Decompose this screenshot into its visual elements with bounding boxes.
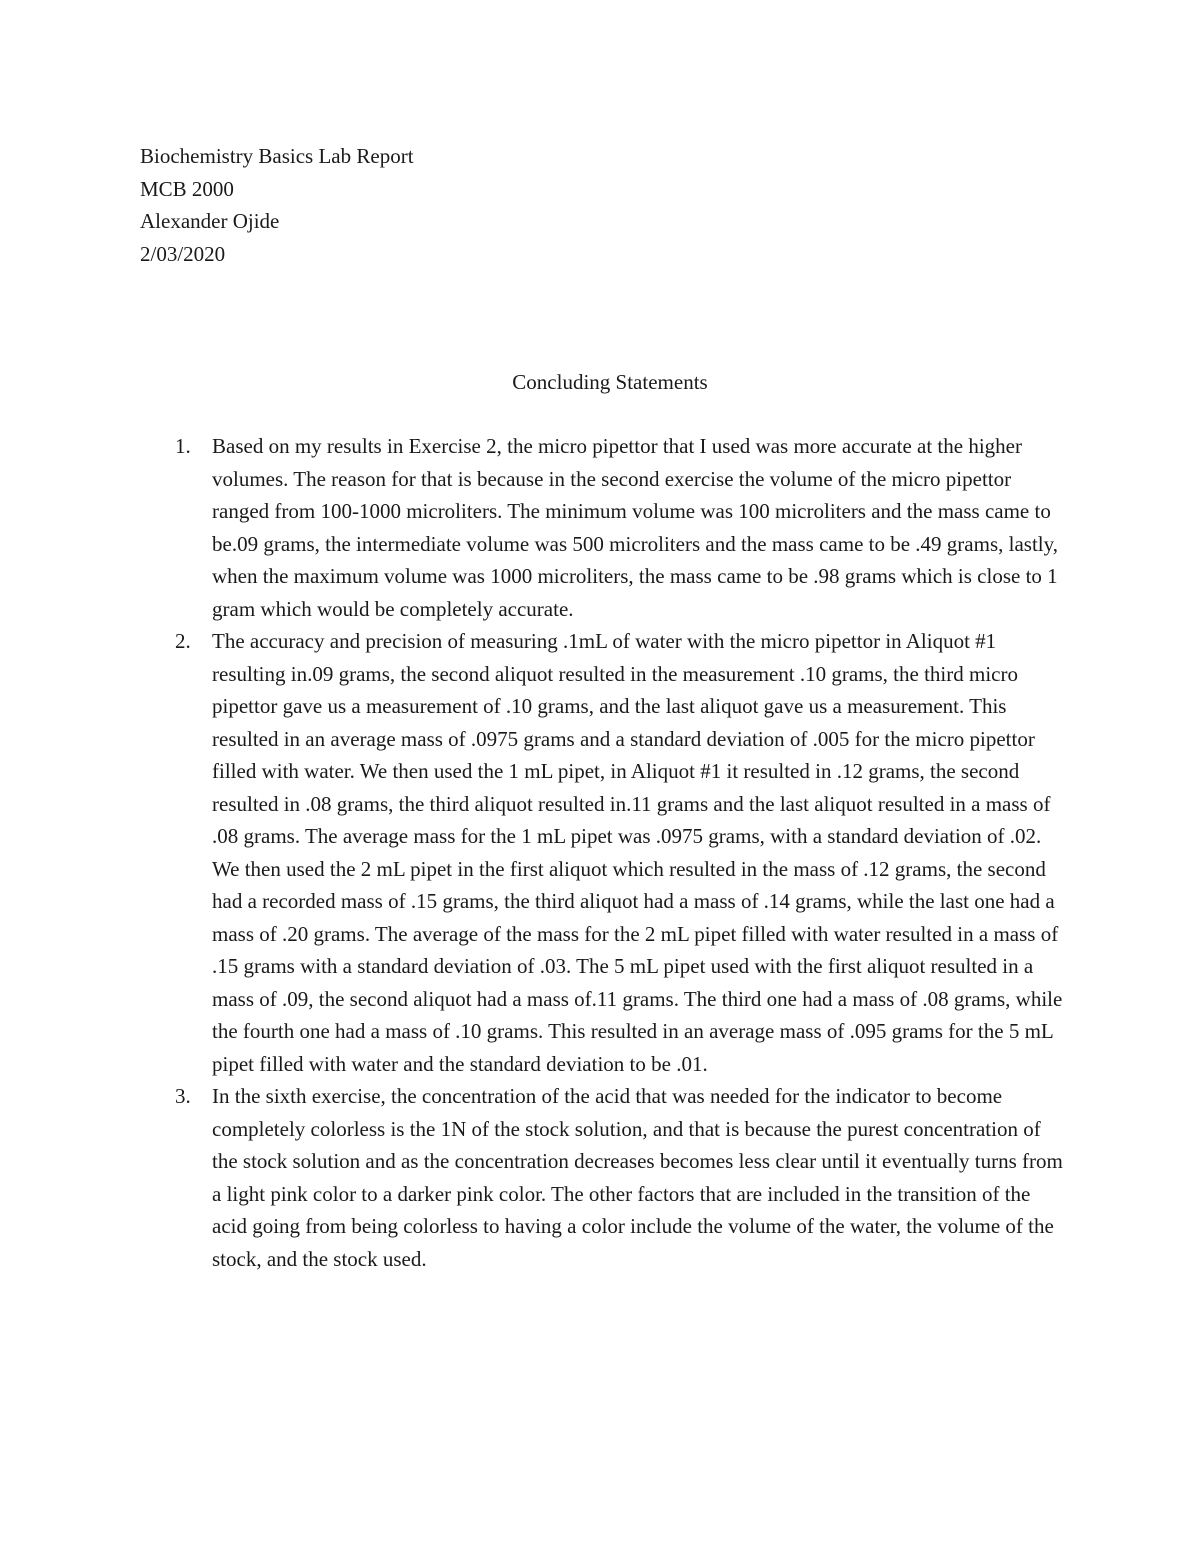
- course-code: MCB 2000: [140, 176, 234, 201]
- statement-text: The accuracy and precision of measuring .1mL of water with the micro pipettor in Aliquot #1 resulting in.09 grams, the second aliquot resulted in the measurement .10 grams, the third micro pipettor gave us a measurement of .10 grams, and the last aliquot gave us a measurement. This resulted in an average mass of .0975 grams and a standard deviation of .005 for the micro pipettor filled with water. We then used the 1 mL pipet, in Aliquot #1 it resulted in .12 grams, the second resulted in .08 grams, the third aliquot resulted in.11 grams and the last aliquot resulted in a mass of .08 grams. The average mass for the 1 mL pipet was .0975 grams, with a standard deviation of .02. We then used the 2 mL pipet in the first aliquot which resulted in the mass of .12 grams, the second had a recorded mass of .15 grams, the third aliquot had a mass of .14 grams, while the last one had a mass of .20 grams. The average of the mass for the 2 mL pipet filled with water resulted in a mass of .15 grams with a standard deviation of .03. The 5 mL pipet used with the first aliquot resulted in a mass of .09, the second aliquot had a mass of.11 grams. The third one had a mass of .08 grams, while the fourth one had a mass of .10 grams. This resulted in an average mass of .095 grams for the 5 mL pipet filled with water and the standard deviation to be .01.: [212, 629, 1063, 1076]
- concluding-statements-list: [140, 430, 1070, 1275]
- statement-number: 1.: [175, 434, 191, 458]
- statement-text: Based on my results in Exercise 2, the micro pipettor that I used was more accurate at the higher volumes. The reason for that is because in the second exercise the volume of the micro pipettor ranged from 100-1000 microliters. The minimum volume was 100 microliters and the mass came to be.09 grams, the intermediate volume was 500 microliters and the mass came to be .49 grams, lastly, when the maximum volume was 1000 microliters, the mass came to be .98 grams which is close to 1 gram which would be completely accurate.: [212, 434, 1058, 621]
- author-name: Alexander Ojide: [140, 209, 280, 233]
- report-date: 2/03/2020: [140, 241, 226, 266]
- statement-text: In the sixth exercise, the concentration of the acid that was needed for the indicator to become completely colorless is the 1N of the stock solution, and that is because the purest concentration of the stock solution and as the concentration decreases becomes less clear until it eventually turns from a light pink color to a darker pink color. The other factors that are included in the transition of the acid going from being colorless to having a color include the volume of the water, the volume of the stock, and the stock used.: [212, 1084, 1063, 1271]
- section-title: Concluding Statements: [512, 370, 708, 394]
- statement-item: [140, 1080, 1070, 1275]
- statement-number: 2.: [175, 629, 191, 653]
- report-header: [140, 140, 414, 270]
- report-title: Biochemistry Basics Lab Report: [140, 144, 414, 168]
- statement-item: [140, 430, 1070, 625]
- statement-item: [140, 625, 1070, 1080]
- statement-number: 3.: [175, 1084, 191, 1108]
